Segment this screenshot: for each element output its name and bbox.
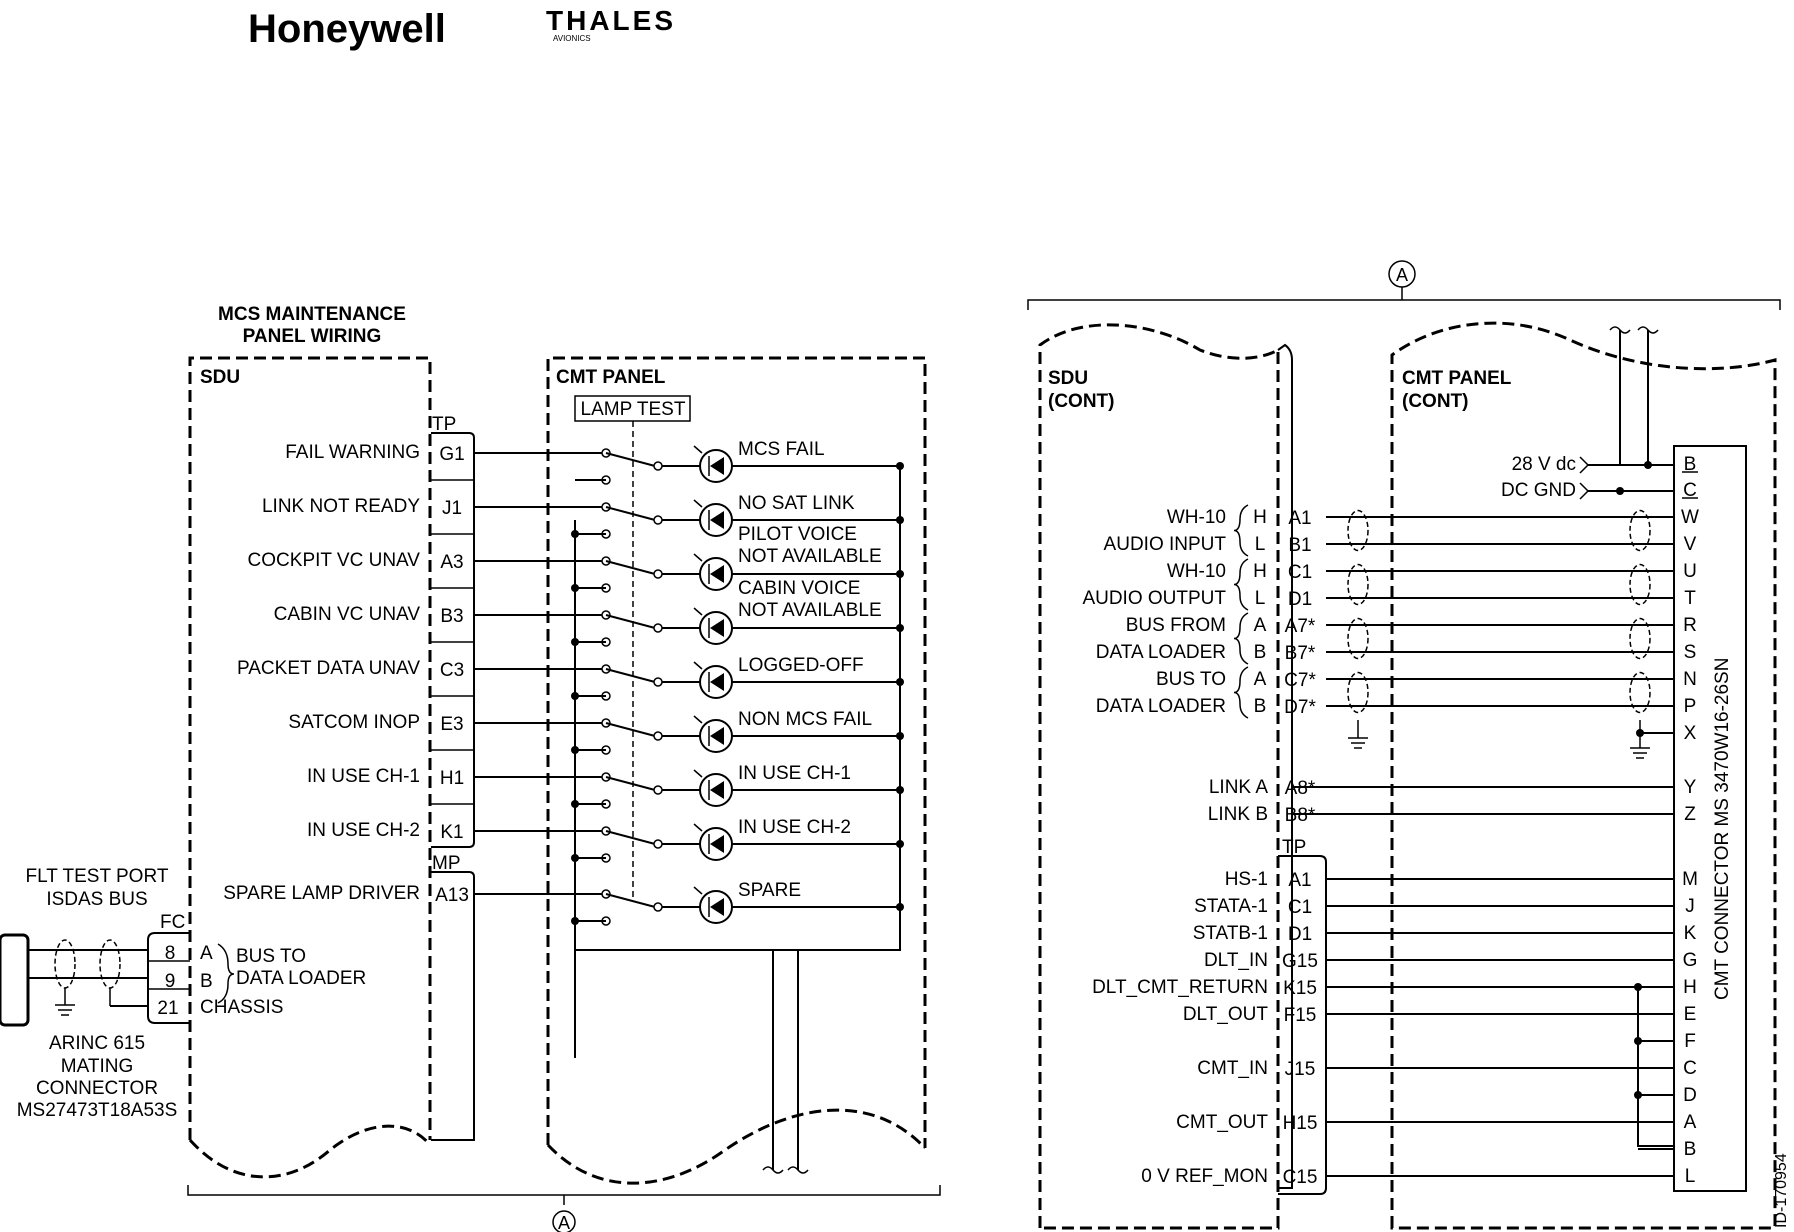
wire-break-symbol <box>763 1167 808 1173</box>
link-pin: B8* <box>1284 805 1316 826</box>
sdu-cont-label2: (CONT) <box>1048 391 1115 412</box>
tp-signal-name: CMT_IN <box>1197 1058 1268 1079</box>
fc-label: FC <box>160 912 186 933</box>
group-hl: H <box>1253 561 1267 582</box>
lamp-label: MCS FAIL <box>738 439 825 460</box>
fc-letter-b: B <box>200 971 213 992</box>
signal-pin: E3 <box>440 714 464 735</box>
signal-name: SPARE LAMP DRIVER <box>223 883 420 904</box>
group-label-line2: AUDIO INPUT <box>1103 534 1226 555</box>
signal-pin: A13 <box>435 885 469 906</box>
group-pin: C7* <box>1284 670 1316 691</box>
ground-icon <box>1348 720 1368 748</box>
switch-blade <box>606 453 655 466</box>
lamp-label: NO SAT LINK <box>738 493 855 514</box>
connector-pin-label: V <box>1683 534 1697 555</box>
signal-pin: K1 <box>440 822 464 843</box>
switch-blade <box>606 615 655 628</box>
connector-pin-label: L <box>1684 1166 1696 1187</box>
group-hl: B <box>1253 696 1267 717</box>
connector-pin-label: D <box>1683 1085 1697 1106</box>
tp-signal-name: HS-1 <box>1224 869 1268 890</box>
tp-signal-name: CMT_OUT <box>1176 1112 1268 1133</box>
group-pin: A1 <box>1288 508 1312 529</box>
fc-bus-line2: DATA LOADER <box>236 968 367 989</box>
tp-signal-name: DLT_OUT <box>1182 1004 1268 1025</box>
lamp-label: IN USE CH-2 <box>738 817 851 838</box>
fc-letter-a: A <box>200 943 213 964</box>
group-hl: L <box>1254 534 1266 555</box>
connector-pin-label: E <box>1683 1004 1697 1025</box>
tp-signal-name: DLT_IN <box>1203 950 1268 971</box>
link-pin: A8* <box>1284 778 1316 799</box>
right-section-brace <box>1028 287 1780 310</box>
isdas-bus-label: ISDAS BUS <box>46 889 148 910</box>
fc-bus-line1: BUS TO <box>236 946 307 967</box>
power-dc-gnd: DC GND <box>1501 480 1576 501</box>
switch-blade <box>606 777 655 790</box>
arinc-line1: ARINC 615 <box>48 1033 146 1054</box>
signal-name: COCKPIT VC UNAV <box>247 550 420 571</box>
cmt-panel-label: CMT PANEL <box>556 367 666 388</box>
lamp-label: SPARE <box>738 880 802 901</box>
switch-blade <box>606 669 655 682</box>
section-a-label-right: A <box>1395 265 1409 285</box>
group-label-line1: WH-10 <box>1166 507 1226 528</box>
switch-blade <box>606 561 655 574</box>
tp-signal-name: STATB-1 <box>1192 923 1268 944</box>
connector-pin-label: H <box>1683 977 1697 998</box>
connector-pin-label: P <box>1683 696 1697 717</box>
link-name: LINK A <box>1208 777 1268 798</box>
signal-pin: J1 <box>441 498 463 519</box>
left-section-brace <box>188 1185 940 1195</box>
arinc-615-plug <box>0 935 28 1025</box>
signal-pin: G1 <box>439 444 465 465</box>
group-label-line2: DATA LOADER <box>1095 696 1226 717</box>
group-label-line2: AUDIO OUTPUT <box>1082 588 1226 609</box>
connector-pin-label: F <box>1684 1031 1696 1052</box>
figure-id: ID-170954 <box>1773 1153 1790 1228</box>
connector-pin-label: S <box>1683 642 1697 663</box>
group-pin: A7* <box>1284 616 1316 637</box>
tp-signal-pin: C1 <box>1287 897 1313 918</box>
group-label-line1: BUS FROM <box>1125 615 1226 636</box>
thales-logo-sub: AVIONICS <box>553 34 591 43</box>
signal-name: SATCOM INOP <box>288 712 420 733</box>
lamp-test-label: LAMP TEST <box>580 399 686 420</box>
tp-signal-pin: G15 <box>1282 951 1318 972</box>
connector-pin-label: N <box>1683 669 1697 690</box>
cmt-cont-label2: (CONT) <box>1402 391 1469 412</box>
power-wire-break-symbol <box>1610 327 1658 333</box>
signal-pin: A3 <box>440 552 464 573</box>
arinc-line2: MATING <box>60 1056 134 1077</box>
switch-blade <box>606 723 655 736</box>
connector-pin-label: R <box>1683 615 1697 636</box>
fc-pin-9: 9 <box>164 971 176 992</box>
lamp-label: LOGGED-OFF <box>738 655 864 676</box>
signal-name: PACKET DATA UNAV <box>236 658 420 679</box>
signal-pin: H1 <box>439 768 465 789</box>
connector-pin-label: U <box>1683 561 1697 582</box>
signal-name: LINK NOT READY <box>261 496 420 517</box>
connector-pin-label: B <box>1683 1139 1697 1160</box>
group-hl: H <box>1253 507 1267 528</box>
link-name: LINK B <box>1207 804 1268 825</box>
signal-name: FAIL WARNING <box>285 442 420 463</box>
fc-bus-brace <box>218 944 234 1003</box>
tp-label: TP <box>432 414 457 435</box>
group-pin: C1 <box>1287 562 1313 583</box>
tp-signal-pin: D1 <box>1287 924 1313 945</box>
cmt-cont-label1: CMT PANEL <box>1402 368 1512 389</box>
connector-pin-label: M <box>1682 869 1698 890</box>
connector-pin-label: A <box>1683 1112 1697 1133</box>
arinc-line4: MS27473T18A53S <box>16 1100 178 1121</box>
connector-pin-label: T <box>1684 588 1696 609</box>
shield-1-icon <box>55 940 75 988</box>
tp-signal-pin: H15 <box>1282 1113 1318 1134</box>
group-hl: A <box>1253 669 1267 690</box>
sdu-label: SDU <box>200 367 241 388</box>
tp-label-right: TP <box>1282 837 1307 858</box>
flt-test-port-label: FLT TEST PORT <box>25 866 169 887</box>
signal-pin: C3 <box>439 660 465 681</box>
tp-signal-pin: J15 <box>1284 1059 1316 1080</box>
tp-signal-name: DLT_CMT_RETURN <box>1092 977 1268 998</box>
ground-icon <box>1630 720 1650 758</box>
tp-signal-pin: A1 <box>1288 870 1312 891</box>
tp-signal-pin: C15 <box>1282 1167 1318 1188</box>
sdu-cont-label1: SDU <box>1048 368 1089 389</box>
fc-chassis: CHASSIS <box>200 997 284 1018</box>
section-a-label-left: A <box>557 1213 571 1232</box>
group-pin: B7* <box>1284 643 1316 664</box>
fc-pin-21: 21 <box>157 998 179 1019</box>
lamp-label-line2: NOT AVAILABLE <box>738 600 882 621</box>
connector-pin-label: C <box>1683 1058 1697 1079</box>
connector-pin-label: W <box>1681 507 1699 528</box>
tp-signal-name: STATA-1 <box>1194 896 1268 917</box>
mp-label: MP <box>432 853 461 874</box>
sdu-box-outline <box>190 358 430 1140</box>
group-pin: B1 <box>1288 535 1312 556</box>
ground-icon <box>55 988 75 1015</box>
power-arrow-icons <box>1580 457 1588 499</box>
lamp-label: IN USE CH-1 <box>738 763 851 784</box>
signal-name: IN USE CH-2 <box>307 820 420 841</box>
tp-signal-name: 0 V REF_MON <box>1141 1166 1268 1187</box>
honeywell-logo: Honeywell <box>248 7 446 51</box>
thales-logo: THALES <box>546 5 676 36</box>
group-pin: D1 <box>1287 589 1313 610</box>
connector-pin-label: J <box>1685 896 1695 917</box>
signal-pin: B3 <box>440 606 464 627</box>
signal-name: CABIN VC UNAV <box>273 604 420 625</box>
lamp-label: NON MCS FAIL <box>738 709 873 730</box>
connector-pin-label: Z <box>1684 804 1696 825</box>
switch-blade <box>606 831 655 844</box>
connector-pin-label: B <box>1683 454 1697 475</box>
group-hl: L <box>1254 588 1266 609</box>
connector-pin-label: X <box>1683 723 1697 744</box>
left-title-line1: MCS MAINTENANCE <box>218 304 406 325</box>
group-label-line2: DATA LOADER <box>1095 642 1226 663</box>
switch-blade <box>606 894 655 907</box>
signal-name: IN USE CH-1 <box>307 766 420 787</box>
sdu-box-wavy-edge <box>190 1126 430 1177</box>
switch-blade <box>606 507 655 520</box>
cmt-panel-box-wavy-edge <box>548 1110 925 1183</box>
fc-pin-8: 8 <box>164 943 176 964</box>
group-label-line1: BUS TO <box>1155 669 1226 690</box>
group-hl: A <box>1253 615 1267 636</box>
lamp-label-line2: NOT AVAILABLE <box>738 546 882 567</box>
connector-pin-label: G <box>1682 950 1698 971</box>
connector-pin-label: Y <box>1683 777 1697 798</box>
cmt-connector-label: CMT CONNECTOR MS 3470W16-26SN <box>1712 657 1733 1000</box>
tp-signal-pin: K15 <box>1283 978 1317 999</box>
lamp-label-line1: PILOT VOICE <box>738 524 857 545</box>
shield-2-icon <box>100 940 120 988</box>
group-hl: B <box>1253 642 1267 663</box>
connector-pin-label: C <box>1683 480 1697 501</box>
power-28vdc: 28 V dc <box>1511 454 1576 475</box>
left-title-line2: PANEL WIRING <box>242 326 382 347</box>
group-label-line1: WH-10 <box>1166 561 1226 582</box>
arinc-line3: CONNECTOR <box>35 1078 159 1099</box>
tp-signal-pin: F15 <box>1283 1005 1317 1026</box>
group-pin: D7* <box>1284 697 1316 718</box>
lamp-label-line1: CABIN VOICE <box>738 578 861 599</box>
connector-pin-label: K <box>1683 923 1697 944</box>
mp-connector-block <box>431 872 474 1140</box>
